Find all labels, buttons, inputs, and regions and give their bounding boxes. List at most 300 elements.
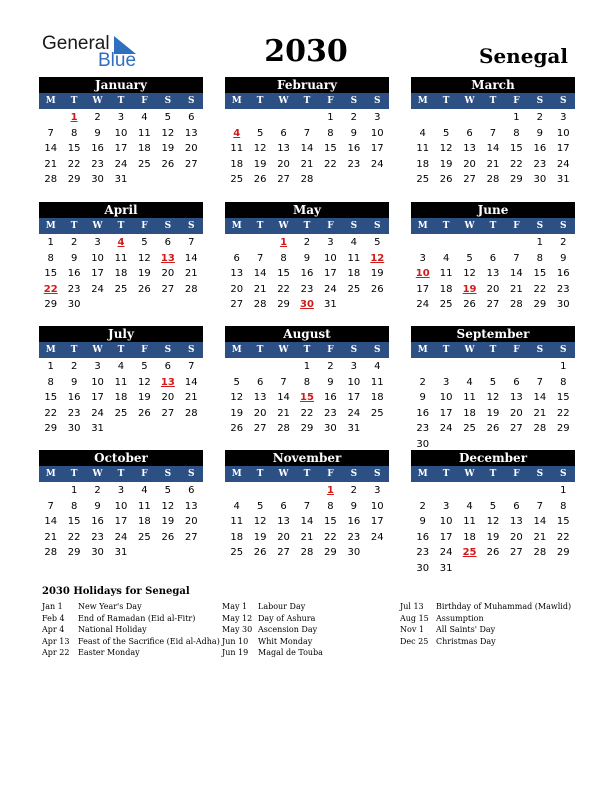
holiday-day-cell: 4 [117,237,125,248]
day-cell: 15 [533,268,547,279]
weekday-label: S [350,96,358,106]
day-cell: 5 [164,112,172,123]
country-name: Senegal [479,44,568,68]
month-march [411,77,575,188]
day-cell: 22 [510,158,523,170]
holiday-row [222,601,323,613]
weekday-label: S [350,345,358,355]
day-cell: 20 [277,531,290,543]
empty-day-cell [434,359,457,375]
day-cell: 10 [370,127,384,139]
day-cell: 31 [439,562,453,574]
holiday-name: End of Ramadan (Eid al-Fitr) [78,613,196,623]
day-cell: 28 [277,423,290,434]
day-cell: 19 [486,407,500,419]
day-cell: 1 [560,485,567,496]
day-cell: 16 [324,392,337,403]
holiday-name: Assumption [436,613,484,623]
day-cell: 31 [324,299,337,310]
day-cell: 9 [560,252,567,264]
holiday-day-cell: 25 [462,547,477,558]
holiday-day-cell: 1 [70,112,78,123]
day-cell: 2 [94,485,101,496]
day-cell: 4 [141,485,148,496]
day-cell: 10 [114,500,128,512]
weekday-label: S [536,469,544,479]
empty-day-cell [225,483,248,499]
holiday-name: Day of Ashura [258,613,316,623]
day-cell: 17 [370,516,384,527]
weekday-label: F [513,469,520,479]
day-cell: 23 [416,547,430,558]
day-cell: 27 [184,158,198,170]
day-cell: 27 [510,423,523,434]
holiday-date: Nov 1 [400,625,424,634]
day-cell: 14 [44,516,58,527]
day-cell: 9 [419,392,426,403]
day-cell: 15 [556,392,570,403]
day-grid [225,359,389,437]
weekday-header [39,218,203,234]
day-cell: 25 [114,283,128,295]
month-february [225,77,389,188]
day-cell: 9 [94,127,101,139]
day-cell: 2 [350,112,358,123]
day-cell: 24 [556,158,570,170]
day-cell: 25 [463,423,476,434]
empty-day-cell [434,235,457,251]
day-cell: 7 [303,127,311,139]
day-cell: 6 [233,252,240,264]
day-cell: 9 [536,127,544,139]
day-cell: 26 [138,407,151,419]
holiday-row [42,647,220,659]
day-cell: 26 [370,283,384,295]
day-cell: 30 [91,174,104,185]
weekday-label: M [231,469,242,479]
weekday-label: F [141,469,148,479]
day-cell: 7 [536,376,544,388]
day-cell: 15 [324,143,337,154]
empty-day-cell [248,235,271,251]
weekday-label: T [117,96,125,106]
weekday-label: T [256,345,264,355]
day-cell: 3 [94,361,101,372]
day-cell: 23 [67,407,81,419]
day-cell: 23 [556,283,570,295]
day-cell: 22 [300,407,314,419]
day-cell: 9 [350,500,358,512]
holiday-date: Jun 19 [222,648,249,657]
empty-day-cell [39,483,62,499]
day-cell: 27 [277,174,290,185]
day-cell: 30 [533,174,547,185]
day-cell: 22 [67,531,81,543]
day-cell: 10 [439,392,453,403]
day-cell: 16 [347,143,361,154]
weekday-label: M [45,96,56,106]
holiday-row [400,624,571,636]
day-cell: 16 [416,531,430,543]
day-cell: 7 [489,127,497,139]
day-cell: 13 [486,268,500,279]
day-cell: 27 [230,299,244,310]
day-cell: 20 [161,268,175,279]
day-cell: 17 [114,516,128,527]
weekday-label: S [559,469,567,479]
weekday-label: F [141,96,148,106]
day-cell: 10 [324,252,337,264]
day-cell: 30 [91,547,104,558]
day-cell: 5 [141,237,148,248]
day-cell: 13 [463,143,476,154]
day-cell: 16 [91,516,104,527]
holiday-day-cell: 12 [370,252,385,264]
day-cell: 11 [370,376,384,388]
holiday-name: National Holiday [78,625,147,634]
day-cell: 5 [141,361,148,372]
day-cell: 1 [47,237,54,248]
empty-day-cell [295,110,318,126]
day-cell: 9 [303,252,311,264]
day-grid [225,235,389,313]
day-cell: 23 [91,158,104,170]
day-cell: 10 [370,500,384,512]
weekday-label: T [256,469,264,479]
day-cell: 25 [439,299,453,310]
day-cell: 10 [439,516,453,527]
day-cell: 7 [188,361,195,372]
weekday-label: S [164,345,172,355]
day-cell: 29 [67,174,81,185]
holidays-title: 2030 Holidays for Senegal [42,586,190,597]
month-title: November [225,450,389,466]
day-cell: 22 [533,283,547,295]
day-cell: 18 [439,283,453,295]
day-cell: 9 [70,252,78,264]
logo-blue-text: Blue [98,50,137,71]
weekday-label: S [187,96,195,106]
day-cell: 14 [253,268,267,279]
day-cell: 16 [347,516,361,527]
day-cell: 29 [44,423,58,434]
day-cell: 26 [486,423,500,434]
day-cell: 22 [277,283,290,295]
holiday-date: May 30 [222,625,253,634]
weekday-label: W [464,345,475,355]
weekday-label: T [303,345,311,355]
day-cell: 24 [370,531,384,543]
day-cell: 12 [486,516,500,527]
day-cell: 30 [416,438,430,450]
day-cell: 25 [114,407,128,419]
day-cell: 16 [416,407,430,419]
day-cell: 20 [253,407,267,419]
day-cell: 28 [300,174,314,185]
day-cell: 24 [347,407,361,419]
holiday-row [42,601,220,613]
day-cell: 7 [47,127,54,139]
day-cell: 21 [510,283,523,295]
day-cell: 25 [230,174,244,185]
day-cell: 28 [253,299,267,310]
weekday-label: S [164,221,172,231]
day-cell: 13 [184,500,198,512]
day-grid [411,359,575,452]
empty-day-cell [528,359,551,375]
day-cell: 17 [114,143,128,154]
weekday-label: S [373,469,381,479]
day-cell: 2 [70,361,78,372]
month-january [39,77,203,188]
day-cell: 23 [300,283,314,295]
day-cell: 27 [161,407,175,419]
day-cell: 21 [300,158,314,170]
day-cell: 17 [439,531,453,543]
empty-day-cell [225,359,248,375]
empty-day-cell [411,483,434,499]
day-cell: 23 [416,423,430,434]
day-cell: 8 [327,500,334,512]
day-cell: 6 [466,127,473,139]
day-cell: 4 [466,500,473,512]
day-cell: 5 [374,237,381,248]
holiday-date: Jul 13 [400,602,424,611]
day-cell: 31 [114,547,128,558]
day-cell: 7 [536,500,544,512]
day-cell: 18 [114,268,128,279]
day-cell: 21 [184,392,198,403]
weekday-label: S [164,469,172,479]
day-cell: 28 [533,547,547,558]
day-cell: 1 [560,361,567,372]
day-cell: 15 [556,516,570,527]
weekday-label: W [278,345,289,355]
day-cell: 11 [138,500,151,512]
weekday-label: W [92,221,103,231]
day-cell: 14 [533,392,547,403]
day-cell: 21 [277,407,290,419]
day-cell: 7 [280,376,287,388]
day-cell: 8 [47,252,54,264]
day-cell: 4 [350,237,358,248]
holiday-name: Ascension Day [258,625,318,634]
weekday-label: T [442,345,450,355]
day-cell: 8 [70,127,78,139]
day-cell: 18 [114,392,128,403]
day-cell: 30 [67,299,81,310]
day-cell: 16 [556,268,570,279]
day-cell: 5 [233,376,240,388]
weekday-label: S [559,221,567,231]
day-cell: 21 [44,158,58,170]
day-cell: 1 [47,361,54,372]
day-cell: 14 [277,392,290,403]
holiday-date: Apr 13 [42,636,70,646]
holiday-row [42,624,220,636]
day-cell: 17 [347,392,361,403]
weekday-label: T [303,96,311,106]
day-cell: 7 [513,252,520,264]
logo-general-text: General [42,33,110,54]
day-cell: 27 [161,283,175,295]
weekday-label: S [536,345,544,355]
holiday-date: Apr 4 [42,625,65,634]
day-cell: 26 [253,174,267,185]
day-cell: 2 [94,112,101,123]
day-cell: 13 [184,127,198,139]
day-cell: 18 [230,531,244,543]
holiday-day-cell: 4 [233,127,241,139]
day-cell: 24 [91,283,104,295]
day-cell: 21 [486,158,500,170]
day-cell: 28 [184,283,198,295]
holiday-name: Easter Monday [78,648,140,657]
day-cell: 8 [303,376,311,388]
day-cell: 14 [44,143,58,154]
day-cell: 26 [161,531,175,543]
weekday-label: T [442,96,450,106]
day-cell: 5 [256,500,264,512]
day-cell: 8 [513,127,520,139]
day-cell: 15 [510,143,523,154]
weekday-label: S [373,221,381,231]
holiday-row [222,613,323,625]
day-cell: 20 [161,392,175,403]
day-cell: 3 [419,252,426,264]
empty-day-cell [481,110,504,126]
day-cell: 8 [560,500,567,512]
day-cell: 26 [439,174,453,185]
day-cell: 27 [253,423,267,434]
month-title: January [39,77,203,93]
weekday-label: F [327,469,334,479]
month-title: September [411,326,575,342]
day-cell: 14 [300,143,314,154]
weekday-label: S [559,345,567,355]
day-cell: 3 [350,361,358,372]
day-cell: 27 [277,547,290,558]
day-cell: 2 [560,237,567,248]
day-cell: 23 [67,283,81,295]
day-cell: 28 [184,407,198,419]
empty-day-cell [272,359,295,375]
day-cell: 29 [510,174,523,185]
weekday-label: F [327,96,334,106]
month-title: April [39,202,203,218]
day-cell: 25 [230,547,244,558]
weekday-label: M [231,96,242,106]
day-cell: 30 [416,562,430,574]
day-grid [39,483,203,561]
day-cell: 17 [324,268,337,279]
empty-day-cell [272,483,295,499]
month-april [39,202,203,313]
empty-day-cell [458,235,481,251]
day-grid [39,235,203,313]
weekday-label: W [278,96,289,106]
empty-day-cell [248,483,271,499]
holiday-row [400,613,571,625]
day-cell: 25 [347,283,361,295]
day-cell: 16 [67,392,81,403]
holiday-name: Whit Monday [258,636,313,646]
day-grid [225,110,389,188]
day-cell: 2 [303,237,311,248]
holiday-row [42,636,220,648]
empty-day-cell [505,483,528,499]
day-cell: 28 [44,547,58,558]
day-cell: 9 [350,127,358,139]
weekday-label: T [442,221,450,231]
day-cell: 4 [117,361,125,372]
day-cell: 8 [536,252,544,264]
day-cell: 2 [536,112,544,123]
day-cell: 21 [533,531,547,543]
day-cell: 4 [374,361,381,372]
day-cell: 9 [70,376,78,388]
day-cell: 9 [327,376,334,388]
holiday-column [222,601,323,659]
weekday-label: F [513,96,520,106]
day-cell: 29 [67,547,81,558]
day-cell: 12 [161,500,175,512]
day-cell: 6 [188,112,195,123]
weekday-label: S [536,221,544,231]
day-cell: 29 [277,299,290,310]
day-cell: 28 [533,423,547,434]
day-cell: 29 [556,547,570,558]
empty-day-cell [295,483,318,499]
day-cell: 19 [230,407,244,419]
weekday-label: T [489,221,497,231]
day-cell: 4 [466,376,473,388]
empty-day-cell [225,110,248,126]
weekday-label: M [417,469,428,479]
month-title: December [411,450,575,466]
holiday-row [222,636,323,648]
weekday-label: S [536,96,544,106]
month-title: October [39,450,203,466]
day-cell: 6 [256,376,264,388]
day-cell: 14 [184,252,198,264]
day-cell: 13 [230,268,244,279]
holiday-day-cell: 1 [326,485,334,496]
day-cell: 15 [324,516,337,527]
day-cell: 8 [70,500,78,512]
day-cell: 22 [324,531,337,543]
day-cell: 14 [510,268,523,279]
day-cell: 18 [230,158,244,170]
day-cell: 12 [138,252,151,264]
day-cell: 1 [303,361,311,372]
day-cell: 18 [463,531,476,543]
day-cell: 22 [556,407,570,419]
weekday-label: T [117,221,125,231]
month-june [411,202,575,313]
day-cell: 5 [466,252,473,264]
day-cell: 6 [164,237,172,248]
day-cell: 23 [324,407,337,419]
day-cell: 14 [300,516,314,527]
weekday-label: T [303,469,311,479]
weekday-label: F [327,221,334,231]
day-cell: 2 [419,500,426,512]
weekday-label: M [417,96,428,106]
day-cell: 28 [510,299,523,310]
day-cell: 18 [370,392,384,403]
day-cell: 21 [300,531,314,543]
